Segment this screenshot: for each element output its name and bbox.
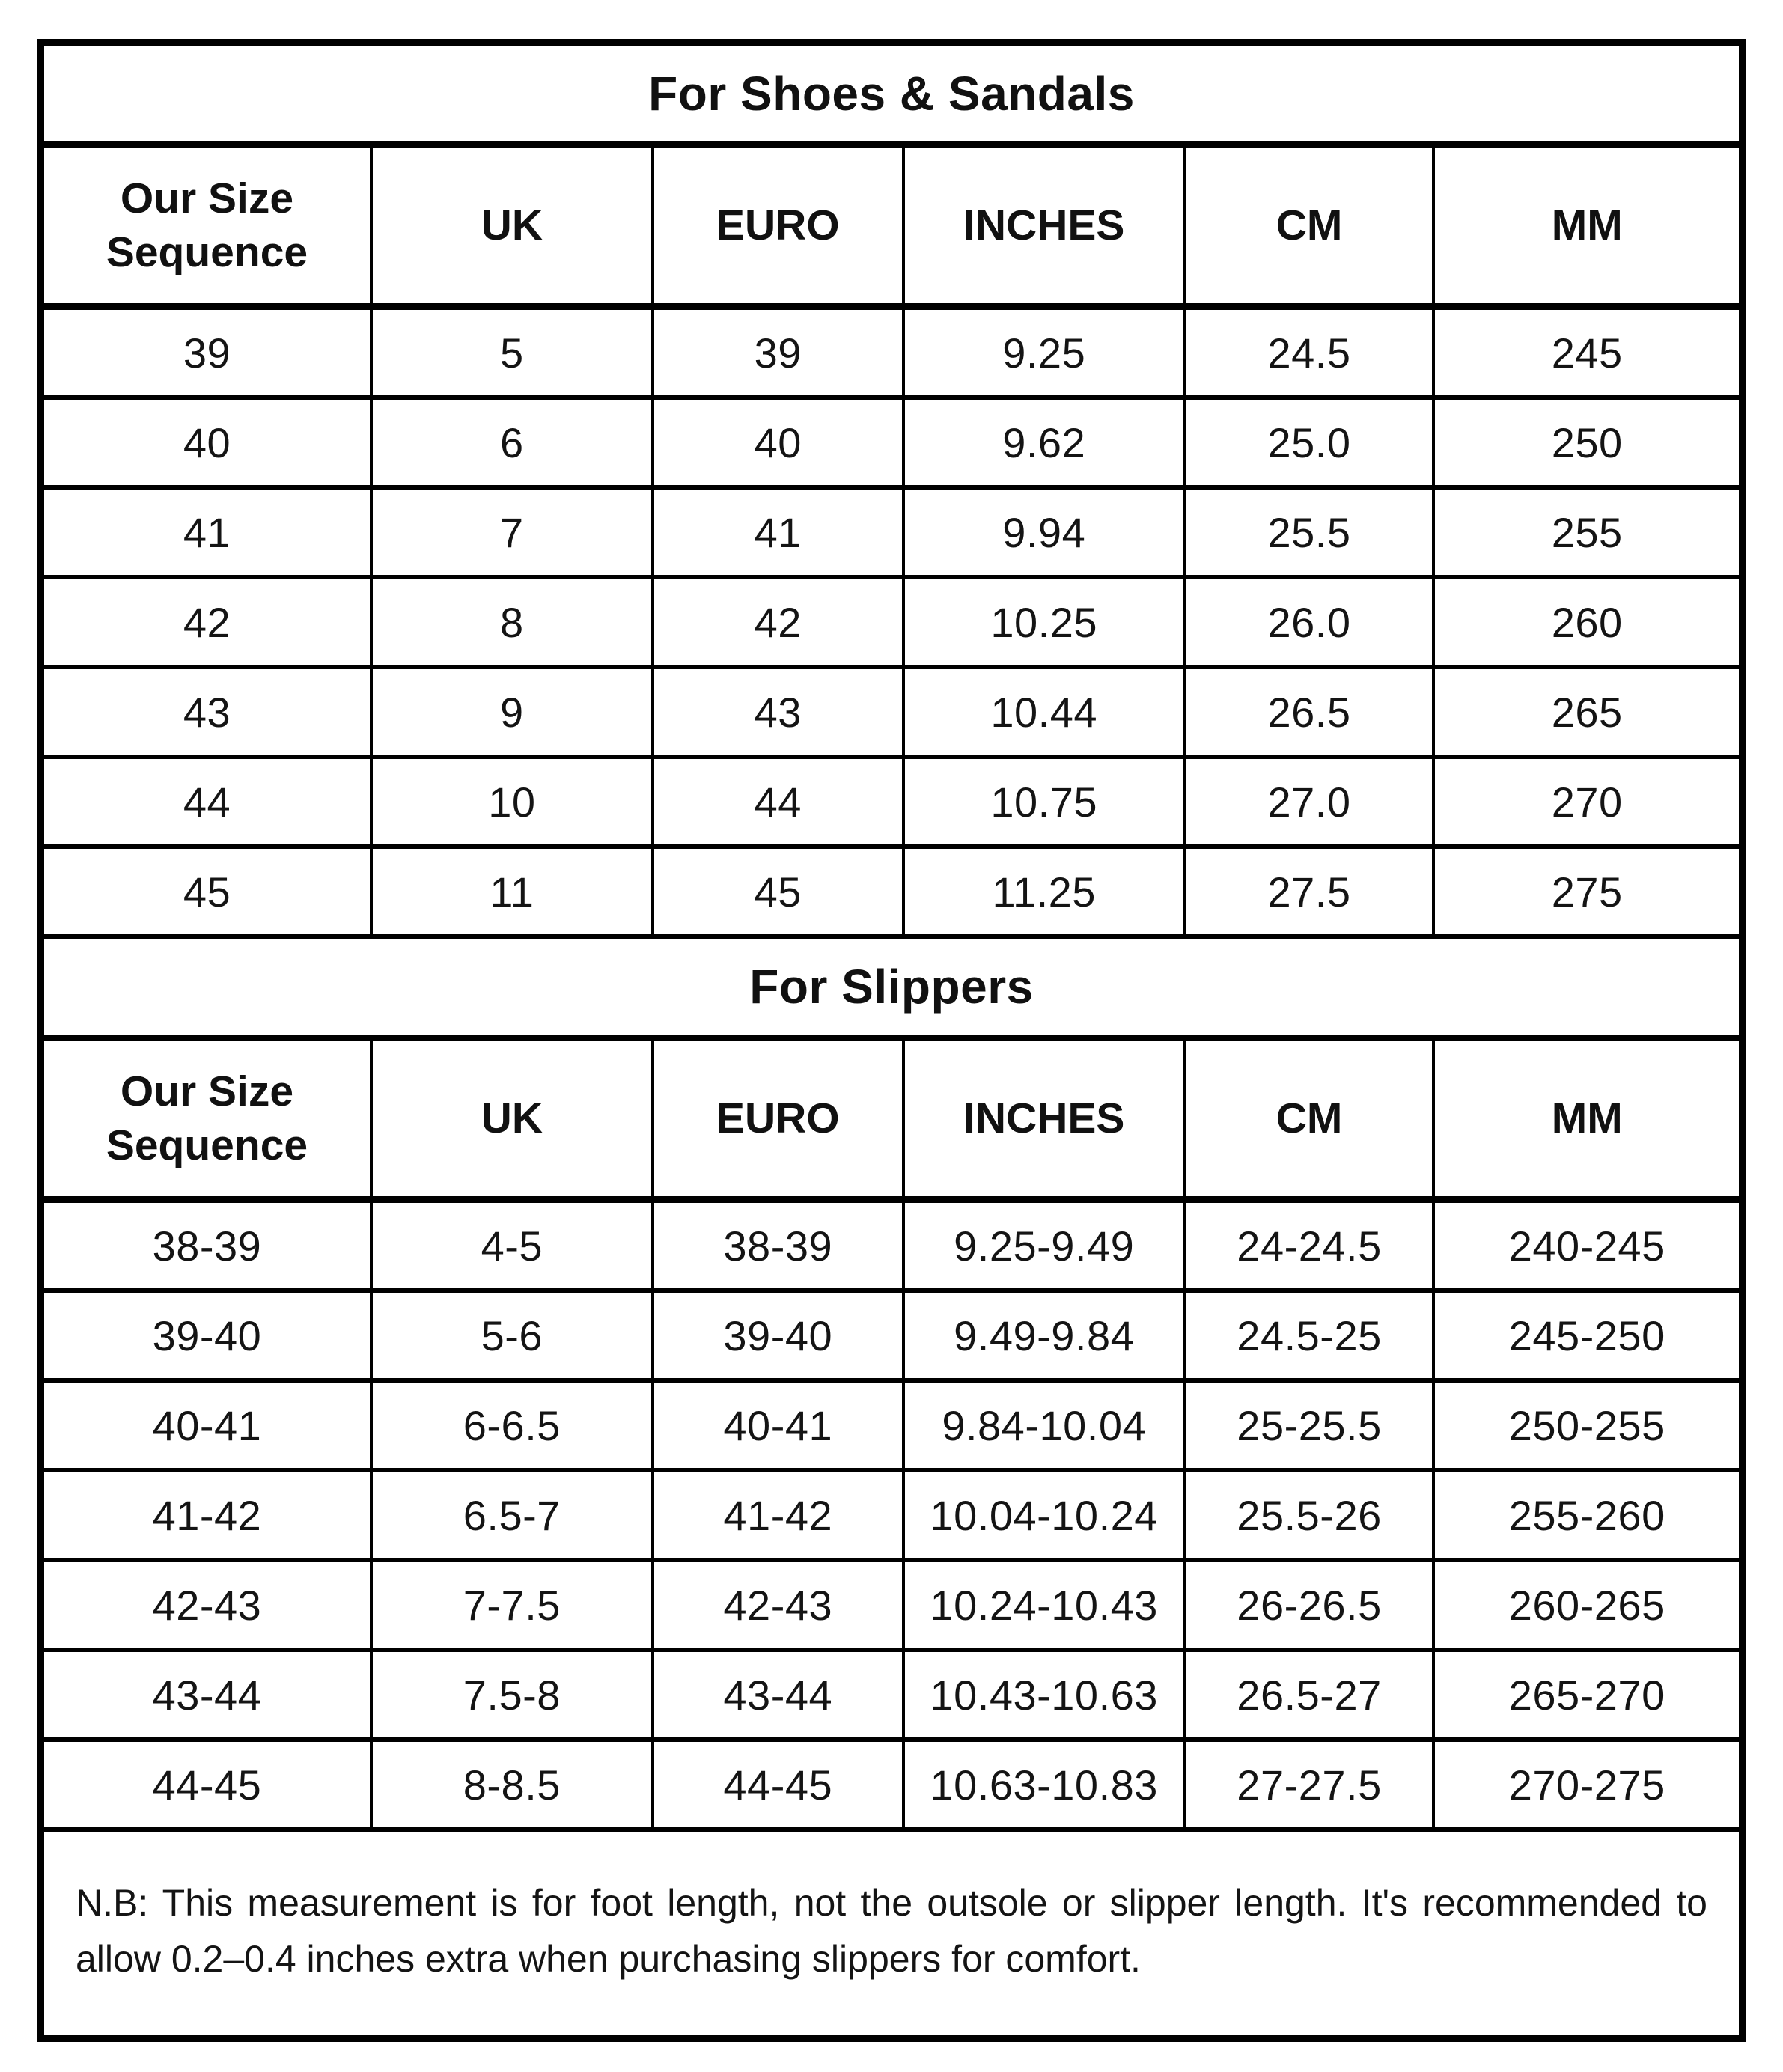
table-cell: 6-6.5 — [371, 1380, 653, 1470]
table-cell: 265 — [1433, 667, 1739, 757]
table-row — [44, 307, 1739, 398]
table-cell: 10.43-10.63 — [903, 1650, 1185, 1740]
table-row — [44, 1740, 1739, 1829]
table-cell: 8-8.5 — [371, 1740, 653, 1829]
column-header: MM — [1433, 148, 1739, 307]
table-cell: 25-25.5 — [1185, 1380, 1434, 1470]
column-header: INCHES — [903, 148, 1185, 307]
table-row — [44, 487, 1739, 577]
table-cell: 45 — [44, 847, 371, 936]
note-text: N.B: This measurement is for foot length, not the outsole or slipper length. It's recommended to allow 0.2–0.4 inches extra when purchasing slippers for comfort. — [76, 1882, 1707, 1980]
table-cell: 9.25-9.49 — [903, 1200, 1185, 1291]
column-header: UK — [371, 148, 653, 307]
table-cell: 38-39 — [44, 1200, 371, 1291]
table-cell: 275 — [1433, 847, 1739, 936]
table-cell: 42 — [653, 577, 903, 667]
table-cell: 27-27.5 — [1185, 1740, 1434, 1829]
table-cell: 4-5 — [371, 1200, 653, 1291]
table-cell: 260 — [1433, 577, 1739, 667]
table-cell: 41-42 — [44, 1470, 371, 1560]
table-cell: 245 — [1433, 307, 1739, 398]
table-cell: 24-24.5 — [1185, 1200, 1434, 1291]
column-header: INCHES — [903, 1041, 1185, 1200]
table-row — [44, 1380, 1739, 1470]
table-cell: 27.5 — [1185, 847, 1434, 936]
table-cell: 7-7.5 — [371, 1560, 653, 1650]
table-row — [44, 1291, 1739, 1380]
table-cell: 265-270 — [1433, 1650, 1739, 1740]
table-cell: 9.49-9.84 — [903, 1291, 1185, 1380]
column-header: MM — [1433, 1041, 1739, 1200]
slippers-table — [44, 1041, 1739, 1832]
table-cell: 9.62 — [903, 397, 1185, 487]
table-cell: 26.0 — [1185, 577, 1434, 667]
table-row — [44, 847, 1739, 936]
table-cell: 42-43 — [44, 1560, 371, 1650]
shoe-size-chart — [37, 39, 1746, 2042]
table-cell: 44-45 — [653, 1740, 903, 1829]
column-header: Our Size Sequence — [44, 148, 371, 307]
table-row — [44, 577, 1739, 667]
table-cell: 39-40 — [653, 1291, 903, 1380]
table-row — [44, 1200, 1739, 1291]
table-row — [44, 1560, 1739, 1650]
table-cell: 9 — [371, 667, 653, 757]
table-cell: 11 — [371, 847, 653, 936]
table-cell: 40-41 — [44, 1380, 371, 1470]
header-row — [44, 1041, 1739, 1200]
table-cell: 6 — [371, 397, 653, 487]
table-cell: 39 — [653, 307, 903, 398]
table-cell: 6.5-7 — [371, 1470, 653, 1560]
table-cell: 40 — [653, 397, 903, 487]
table-cell: 39 — [44, 307, 371, 398]
table-cell: 41 — [44, 487, 371, 577]
table-cell: 11.25 — [903, 847, 1185, 936]
table-cell: 9.94 — [903, 487, 1185, 577]
table-cell: 10.63-10.83 — [903, 1740, 1185, 1829]
shoes-sandals-table — [44, 148, 1739, 939]
column-header: CM — [1185, 148, 1434, 307]
table-cell: 43 — [653, 667, 903, 757]
table-cell: 27.0 — [1185, 757, 1434, 847]
table-cell: 5 — [371, 307, 653, 398]
table-cell: 8 — [371, 577, 653, 667]
column-header: UK — [371, 1041, 653, 1200]
table-cell: 45 — [653, 847, 903, 936]
table-cell: 10.24-10.43 — [903, 1560, 1185, 1650]
table-cell: 9.25 — [903, 307, 1185, 398]
table-cell: 40-41 — [653, 1380, 903, 1470]
table-cell: 25.0 — [1185, 397, 1434, 487]
table-cell: 255-260 — [1433, 1470, 1739, 1560]
table-cell: 43-44 — [653, 1650, 903, 1740]
table-row — [44, 667, 1739, 757]
table-cell: 44 — [653, 757, 903, 847]
column-header: Our Size Sequence — [44, 1041, 371, 1200]
table-cell: 24.5 — [1185, 307, 1434, 398]
table-cell: 44 — [44, 757, 371, 847]
table-cell: 26-26.5 — [1185, 1560, 1434, 1650]
slippers-body — [44, 1200, 1739, 1830]
column-header: EURO — [653, 1041, 903, 1200]
column-header: EURO — [653, 148, 903, 307]
table-cell: 10.04-10.24 — [903, 1470, 1185, 1560]
table-cell: 26.5-27 — [1185, 1650, 1434, 1740]
table-cell: 9.84-10.04 — [903, 1380, 1185, 1470]
table-cell: 39-40 — [44, 1291, 371, 1380]
table-row — [44, 757, 1739, 847]
table-cell: 42 — [44, 577, 371, 667]
table-cell: 260-265 — [1433, 1560, 1739, 1650]
shoes-sandals-body — [44, 307, 1739, 937]
table-cell: 43-44 — [44, 1650, 371, 1740]
table-row — [44, 1470, 1739, 1560]
shoes-sandals-title: For Shoes & Sandals — [44, 46, 1739, 148]
table-cell: 10 — [371, 757, 653, 847]
table-cell: 10.25 — [903, 577, 1185, 667]
column-header: CM — [1185, 1041, 1434, 1200]
table-cell: 26.5 — [1185, 667, 1434, 757]
table-cell: 42-43 — [653, 1560, 903, 1650]
table-cell: 245-250 — [1433, 1291, 1739, 1380]
table-cell: 7.5-8 — [371, 1650, 653, 1740]
table-cell: 41 — [653, 487, 903, 577]
shoes-sandals-section — [44, 46, 1739, 939]
table-row — [44, 397, 1739, 487]
table-cell: 24.5-25 — [1185, 1291, 1434, 1380]
table-cell: 270 — [1433, 757, 1739, 847]
table-cell: 10.75 — [903, 757, 1185, 847]
table-cell: 38-39 — [653, 1200, 903, 1291]
table-cell: 10.44 — [903, 667, 1185, 757]
slippers-title: For Slippers — [44, 939, 1739, 1041]
table-cell: 270-275 — [1433, 1740, 1739, 1829]
slippers-section — [44, 939, 1739, 1832]
table-cell: 250-255 — [1433, 1380, 1739, 1470]
table-cell: 44-45 — [44, 1740, 371, 1829]
table-cell: 5-6 — [371, 1291, 653, 1380]
table-cell: 25.5-26 — [1185, 1470, 1434, 1560]
table-row — [44, 1650, 1739, 1740]
table-cell: 240-245 — [1433, 1200, 1739, 1291]
table-cell: 7 — [371, 487, 653, 577]
header-row — [44, 148, 1739, 307]
table-cell: 41-42 — [653, 1470, 903, 1560]
table-cell: 250 — [1433, 397, 1739, 487]
table-cell: 255 — [1433, 487, 1739, 577]
table-cell: 40 — [44, 397, 371, 487]
table-cell: 43 — [44, 667, 371, 757]
table-cell: 25.5 — [1185, 487, 1434, 577]
